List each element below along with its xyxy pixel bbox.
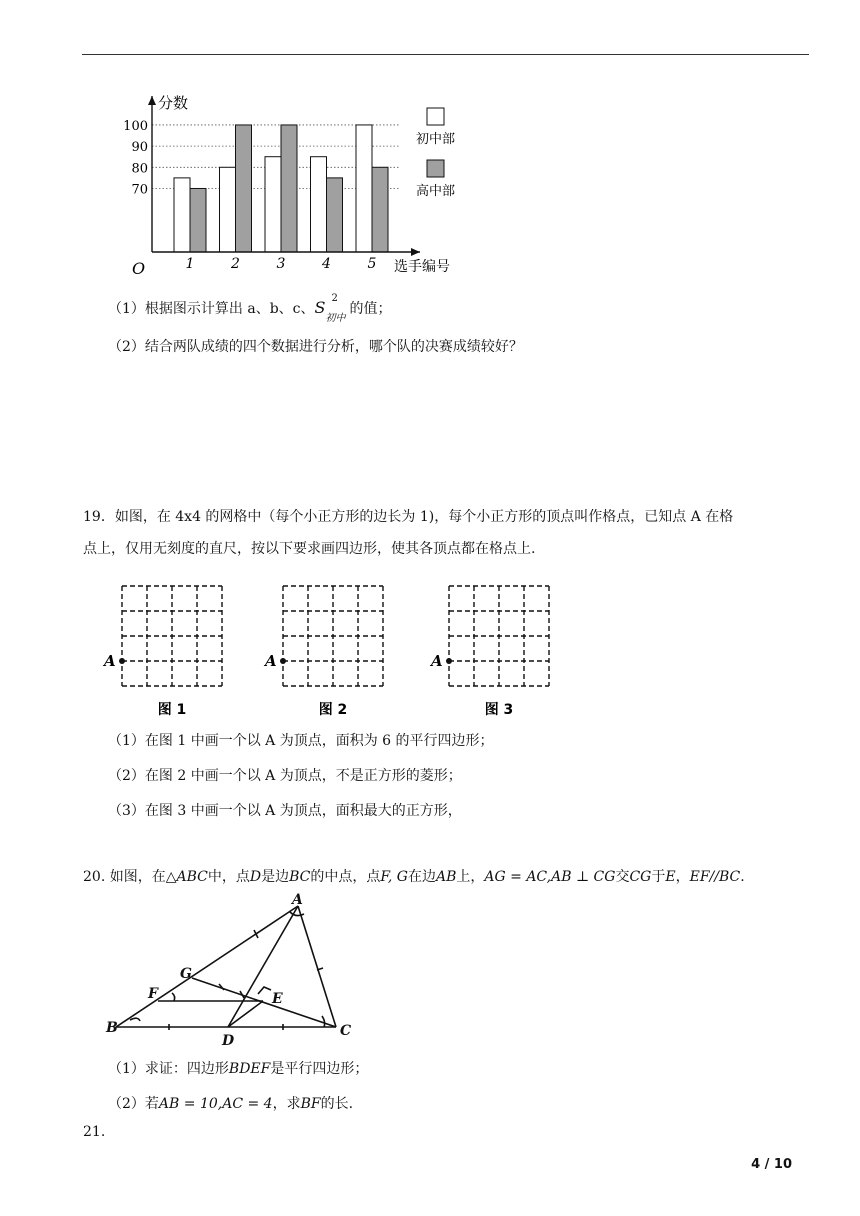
y-axis-label: 分数: [158, 94, 189, 112]
bar-高中部-2: [236, 125, 252, 252]
point-A: [119, 658, 125, 664]
x-axis-label: 选手编号: [394, 259, 450, 275]
y-tick-label: 90: [131, 140, 148, 156]
header-rule: [82, 54, 809, 55]
y-axis-arrow: [148, 96, 156, 105]
q20-part2: （2）若AB = 10,AC = 4，求BF的长.: [108, 1096, 354, 1112]
figure-caption: 图 3: [484, 702, 514, 718]
triangle-figure: [100, 890, 370, 1050]
bar-高中部-3: [281, 125, 297, 252]
bar-初中部-3: [265, 157, 281, 252]
point-A-label: A: [265, 652, 277, 670]
q18-part1-end: 的值；: [349, 301, 392, 317]
label-F: F: [148, 986, 158, 1002]
figure-caption: 图 2: [318, 702, 348, 718]
bar-初中部-1: [174, 178, 190, 252]
q18-part1: [108, 293, 392, 324]
label-A: A: [292, 892, 303, 908]
y-tick-label: 80: [131, 161, 148, 177]
grid-figures: [96, 578, 566, 723]
q21-number: 21.: [83, 1124, 106, 1140]
legend-label: 初中部: [416, 132, 456, 147]
q19-part2: （2）在图 2 中画一个以 A 为顶点，不是正方形的菱形；: [108, 768, 462, 784]
q18-part2: （2）结合两队成绩的四个数据进行分析，哪个队的决赛成绩较好？: [108, 339, 523, 355]
y-tick-label: 70: [131, 182, 148, 198]
score-bar-chart: [110, 88, 470, 284]
label-C: C: [340, 1023, 352, 1039]
x-tick-label: 2: [231, 256, 240, 272]
label-D: D: [222, 1033, 235, 1049]
figure-caption: 图 1: [157, 702, 187, 718]
variance-symbol: S: [314, 298, 326, 317]
variance-subscript: 初中: [325, 313, 346, 324]
legend-label: 高中部: [416, 184, 456, 199]
label-G: G: [180, 966, 192, 982]
q20-part1: （1）求证：四边形BDEF是平行四边形；: [108, 1061, 369, 1077]
q19-line2: 点上，仅用无刻度的直尺，按以下要求画四边形，使其各顶点都在格点上.: [83, 541, 536, 557]
x-tick-label: 5: [367, 256, 377, 272]
bar-初中部-4: [311, 157, 327, 252]
label-E: E: [272, 991, 283, 1007]
x-axis-arrow: [411, 248, 420, 256]
label-B: B: [106, 1020, 118, 1036]
variance-superscript: 2: [331, 293, 338, 304]
x-tick-label: 3: [276, 256, 286, 272]
point-A: [446, 658, 452, 664]
bar-高中部-5: [372, 167, 388, 252]
q19-part3: （3）在图 3 中画一个以 A 为顶点，面积最大的正方形，: [108, 803, 462, 819]
bar-初中部-5: [356, 125, 372, 252]
bar-初中部-2: [220, 167, 236, 252]
y-tick-label: 100: [123, 118, 148, 134]
point-A-label: A: [431, 652, 443, 670]
page-number: 4 / 10: [751, 1157, 792, 1172]
bar-高中部-1: [190, 188, 206, 252]
q20-statement: 20. 如图，在△ABC中，点D是边BC的中点，点F, G在边AB上，AG = AC,AB ⊥ CG交CG于E，EF//BC.: [83, 869, 745, 885]
q18-part1-text: （1）根据图示计算出 a、b、c、: [108, 301, 315, 317]
bar-高中部-4: [327, 178, 343, 252]
x-tick-label: 4: [322, 256, 331, 272]
q19-line1: 19．如图，在 4x4 的网格中（每个小正方形的边长为 1)，每个小正方形的顶点叫作格点，已知点 A 在格: [83, 509, 734, 525]
origin-label: O: [132, 259, 146, 278]
x-tick-label: 1: [185, 256, 195, 272]
q19-part1: （1）在图 1 中画一个以 A 为顶点，面积为 6 的平行四边形；: [108, 733, 494, 749]
point-A-label: A: [104, 652, 116, 670]
legend-swatch: [427, 108, 444, 125]
legend-swatch: [427, 160, 444, 177]
point-A: [280, 658, 286, 664]
